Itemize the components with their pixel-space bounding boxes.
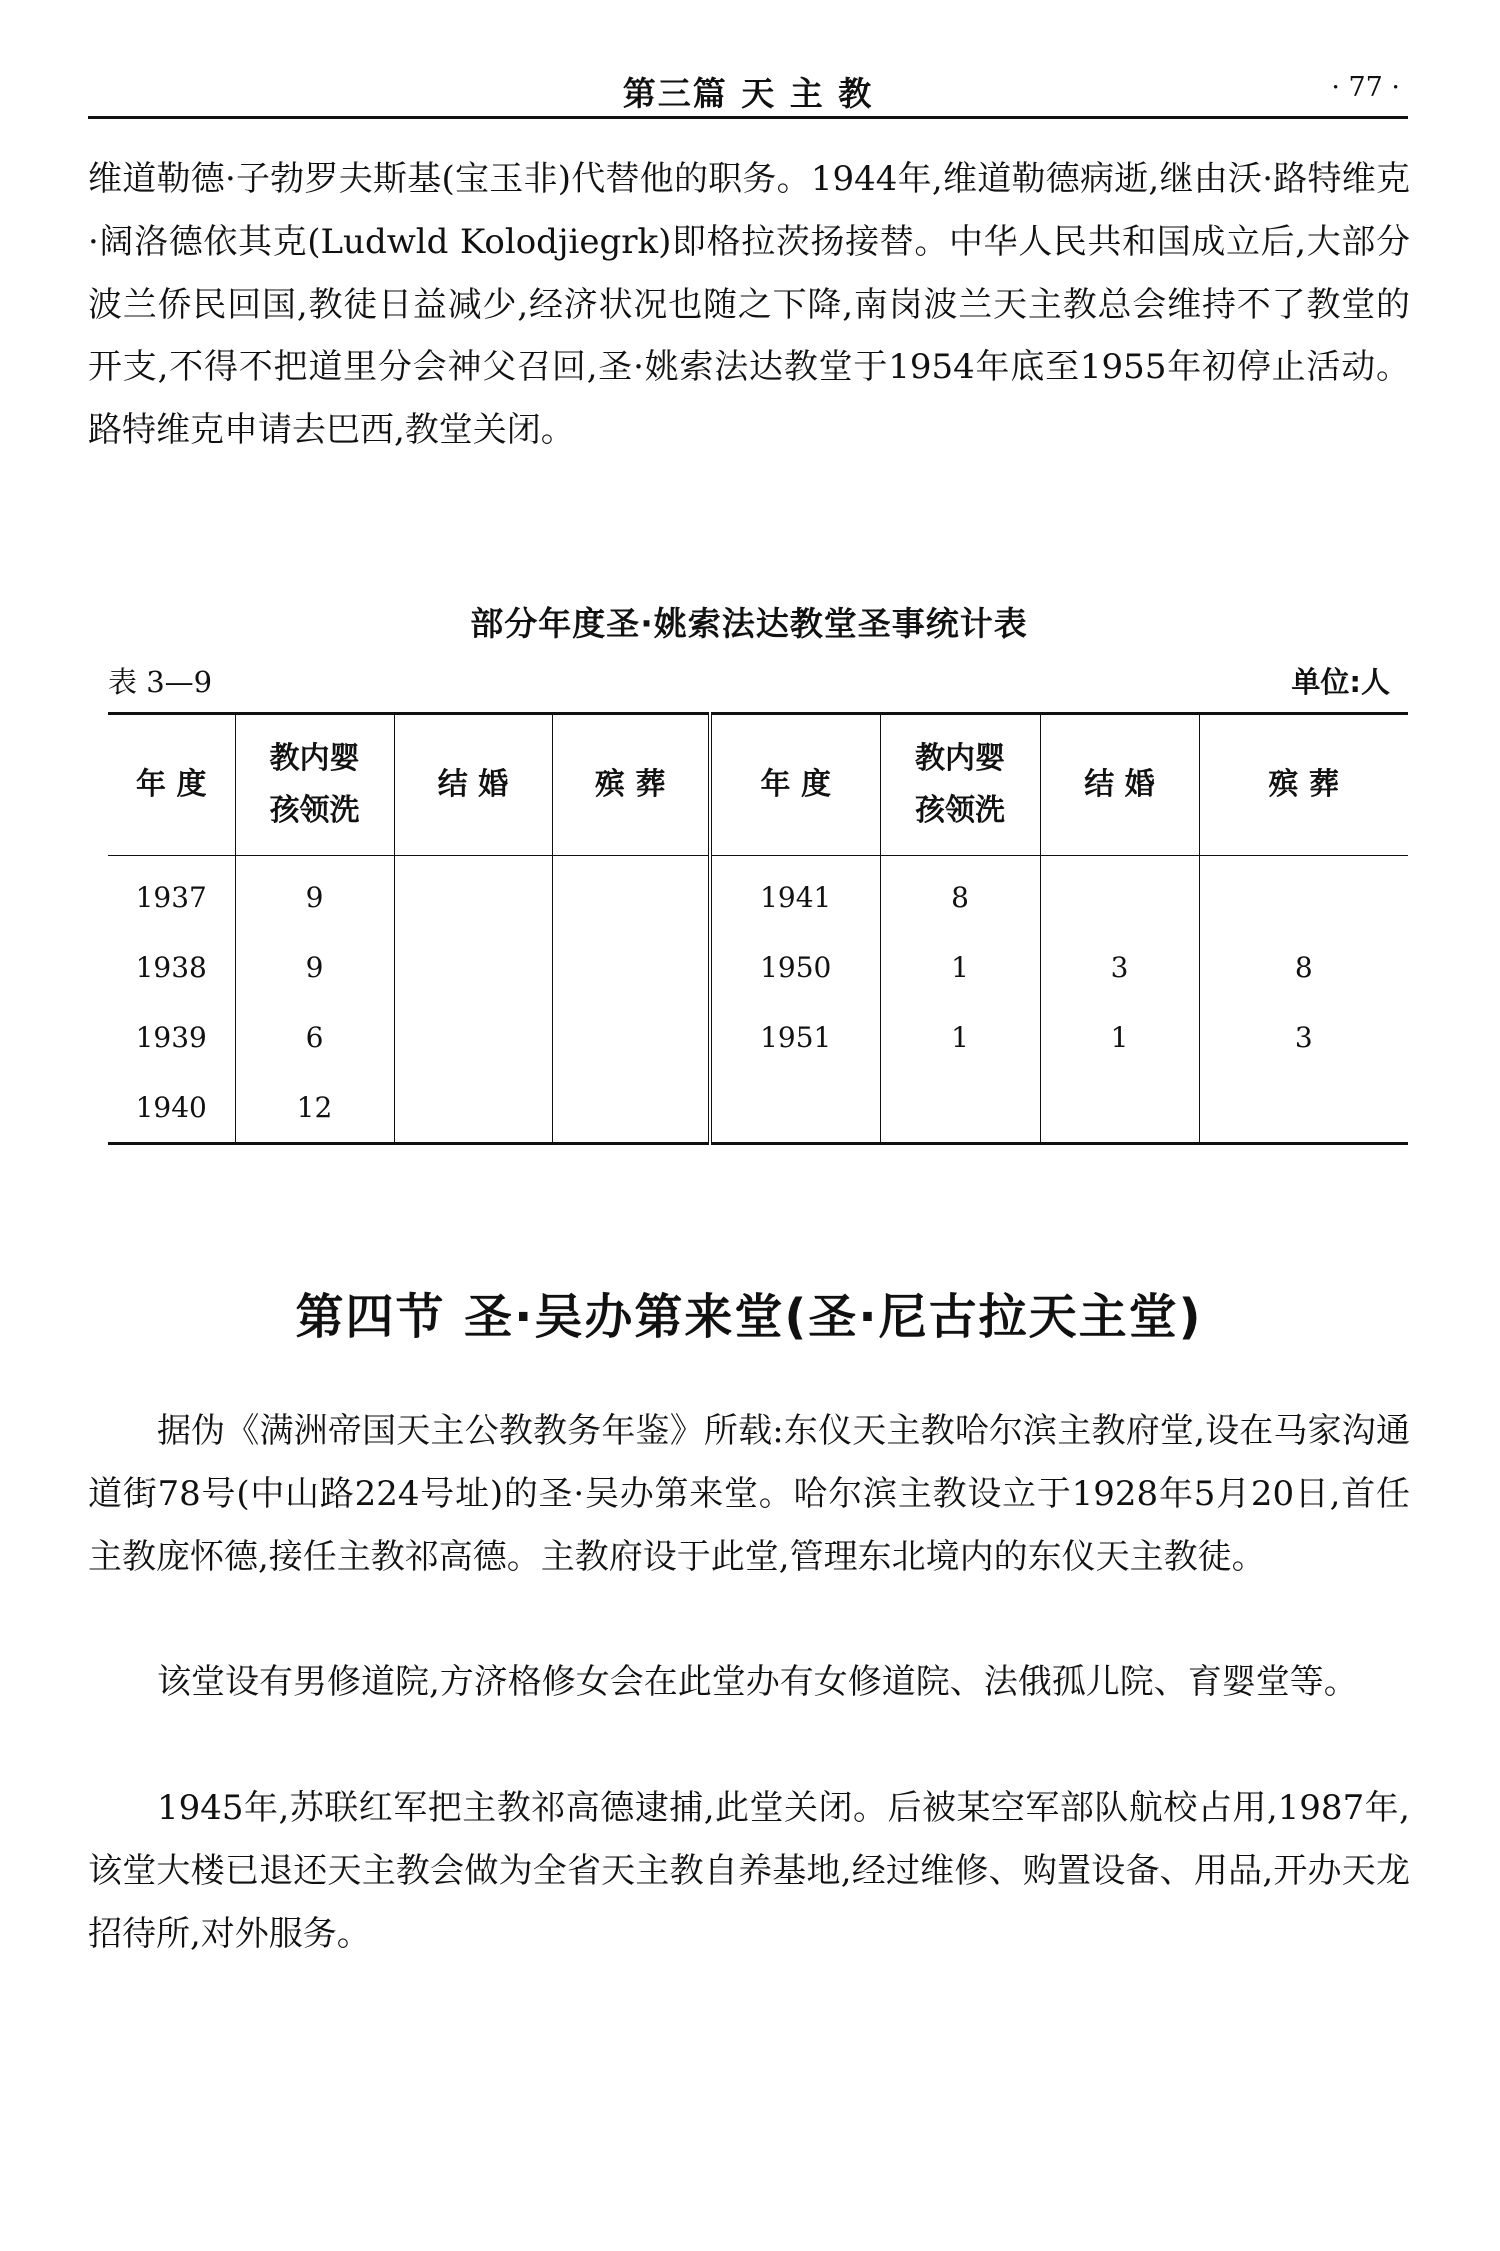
table-row (108, 1002, 1408, 1072)
cell-year (710, 1072, 880, 1144)
table-row (108, 1072, 1408, 1144)
cell-funeral: 3 (1199, 1002, 1408, 1072)
cell-funeral (552, 1002, 710, 1072)
header-year: 年 度 (108, 714, 235, 856)
header-baptism-line1: 教内婴 (269, 741, 360, 776)
cell-baptism: 1 (880, 1002, 1040, 1072)
cell-baptism: 8 (880, 856, 1040, 933)
page-number: · 77 · (1331, 72, 1400, 103)
table-number: 表 3—9 (108, 665, 213, 699)
section-paragraph-3: 1945年,苏联红军把主教祁高德逮捕,此堂关闭。后被某空军部队航校占用,1987年,该堂大楼已退还天主教会做为全省天主教自养基地,经过维修、购置设备、用品,开办天龙招待所,对外服务。 (88, 1788, 1410, 1954)
header-funeral: 殡 葬 (552, 714, 710, 856)
cell-marriage: 1 (1040, 1002, 1199, 1072)
cell-funeral (552, 1072, 710, 1144)
cell-year: 1950 (710, 932, 880, 1002)
header-marriage: 结 婚 (394, 714, 552, 856)
cell-baptism: 9 (235, 856, 394, 933)
cell-marriage (1040, 1072, 1199, 1144)
cell-marriage (394, 1072, 552, 1144)
header-baptism-right (880, 714, 1040, 856)
table-row (108, 932, 1408, 1002)
header-marriage-right: 结 婚 (1040, 714, 1199, 856)
cell-marriage (394, 856, 552, 933)
table-row (108, 856, 1408, 933)
header-baptism (235, 714, 394, 856)
header-baptism-line2: 孩领洗 (915, 793, 1005, 828)
table-title: 部分年度圣·姚索法达教堂圣事统计表 (470, 604, 1028, 643)
cell-funeral (1199, 856, 1408, 933)
section-heading: 第四节 圣·吴办第来堂(圣·尼古拉天主堂) (295, 1289, 1203, 1345)
cell-year: 1951 (710, 1002, 880, 1072)
cell-funeral: 8 (1199, 932, 1408, 1002)
section-paragraph-1: 据伪《满洲帝国天主公教教务年鉴》所载:东仪天主教哈尔滨主教府堂,设在马家沟通道街78号(中山路224号址)的圣·吴办第来堂。哈尔滨主教设立于1928年5月20日,首任主教庞怀德,接任主教祁高德。主教府设于此堂,管理东北境内的东仪天主教徒。 (88, 1411, 1410, 1577)
cell-marriage: 3 (1040, 932, 1199, 1002)
cell-funeral (552, 856, 710, 933)
cell-year: 1938 (108, 932, 235, 1002)
cell-baptism: 12 (235, 1072, 394, 1144)
cell-funeral (1199, 1072, 1408, 1144)
header-funeral-right: 殡 葬 (1199, 714, 1408, 856)
cell-funeral (552, 932, 710, 1002)
cell-year: 1941 (710, 856, 880, 933)
header-year-right: 年 度 (710, 714, 880, 856)
running-header-title: 第三篇 天 主 教 (622, 74, 874, 113)
cell-marriage (394, 932, 552, 1002)
cell-baptism: 1 (880, 932, 1040, 1002)
sacrament-statistics-table (108, 712, 1408, 1145)
cell-baptism (880, 1072, 1040, 1144)
paragraph-continued: 维道勒德·子勃罗夫斯基(宝玉非)代替他的职务。1944年,维道勒德病逝,继由沃·路特维克·阔洛德依其克(Ludwld Kolodjiegrk)即格拉茨扬接替。中华人民共和国成立后,大部分波兰侨民回国,教徒日益减少,经济状况也随之下降,南岗波兰天主教总会维持不了教堂的开支,不得不把道里分会神父召回,圣·姚索法达教堂于1954年底至1955年初停止活动。路特维克申请去巴西,教堂关闭。 (88, 159, 1410, 451)
header-baptism-line2: 孩领洗 (269, 793, 360, 828)
cell-baptism: 6 (235, 1002, 394, 1072)
cell-year: 1940 (108, 1072, 235, 1144)
table-header-row (108, 714, 1408, 856)
cell-marriage (1040, 856, 1199, 933)
table-unit: 单位:人 (1291, 665, 1390, 699)
cell-year: 1939 (108, 1002, 235, 1072)
running-header (88, 62, 1408, 119)
header-baptism-line1: 教内婴 (915, 741, 1005, 776)
cell-marriage (394, 1002, 552, 1072)
section-paragraph-2: 该堂设有男修道院,方济格修女会在此堂办有女修道院、法俄孤儿院、育婴堂等。 (157, 1662, 1358, 1702)
cell-year: 1937 (108, 856, 235, 933)
cell-baptism: 9 (235, 932, 394, 1002)
